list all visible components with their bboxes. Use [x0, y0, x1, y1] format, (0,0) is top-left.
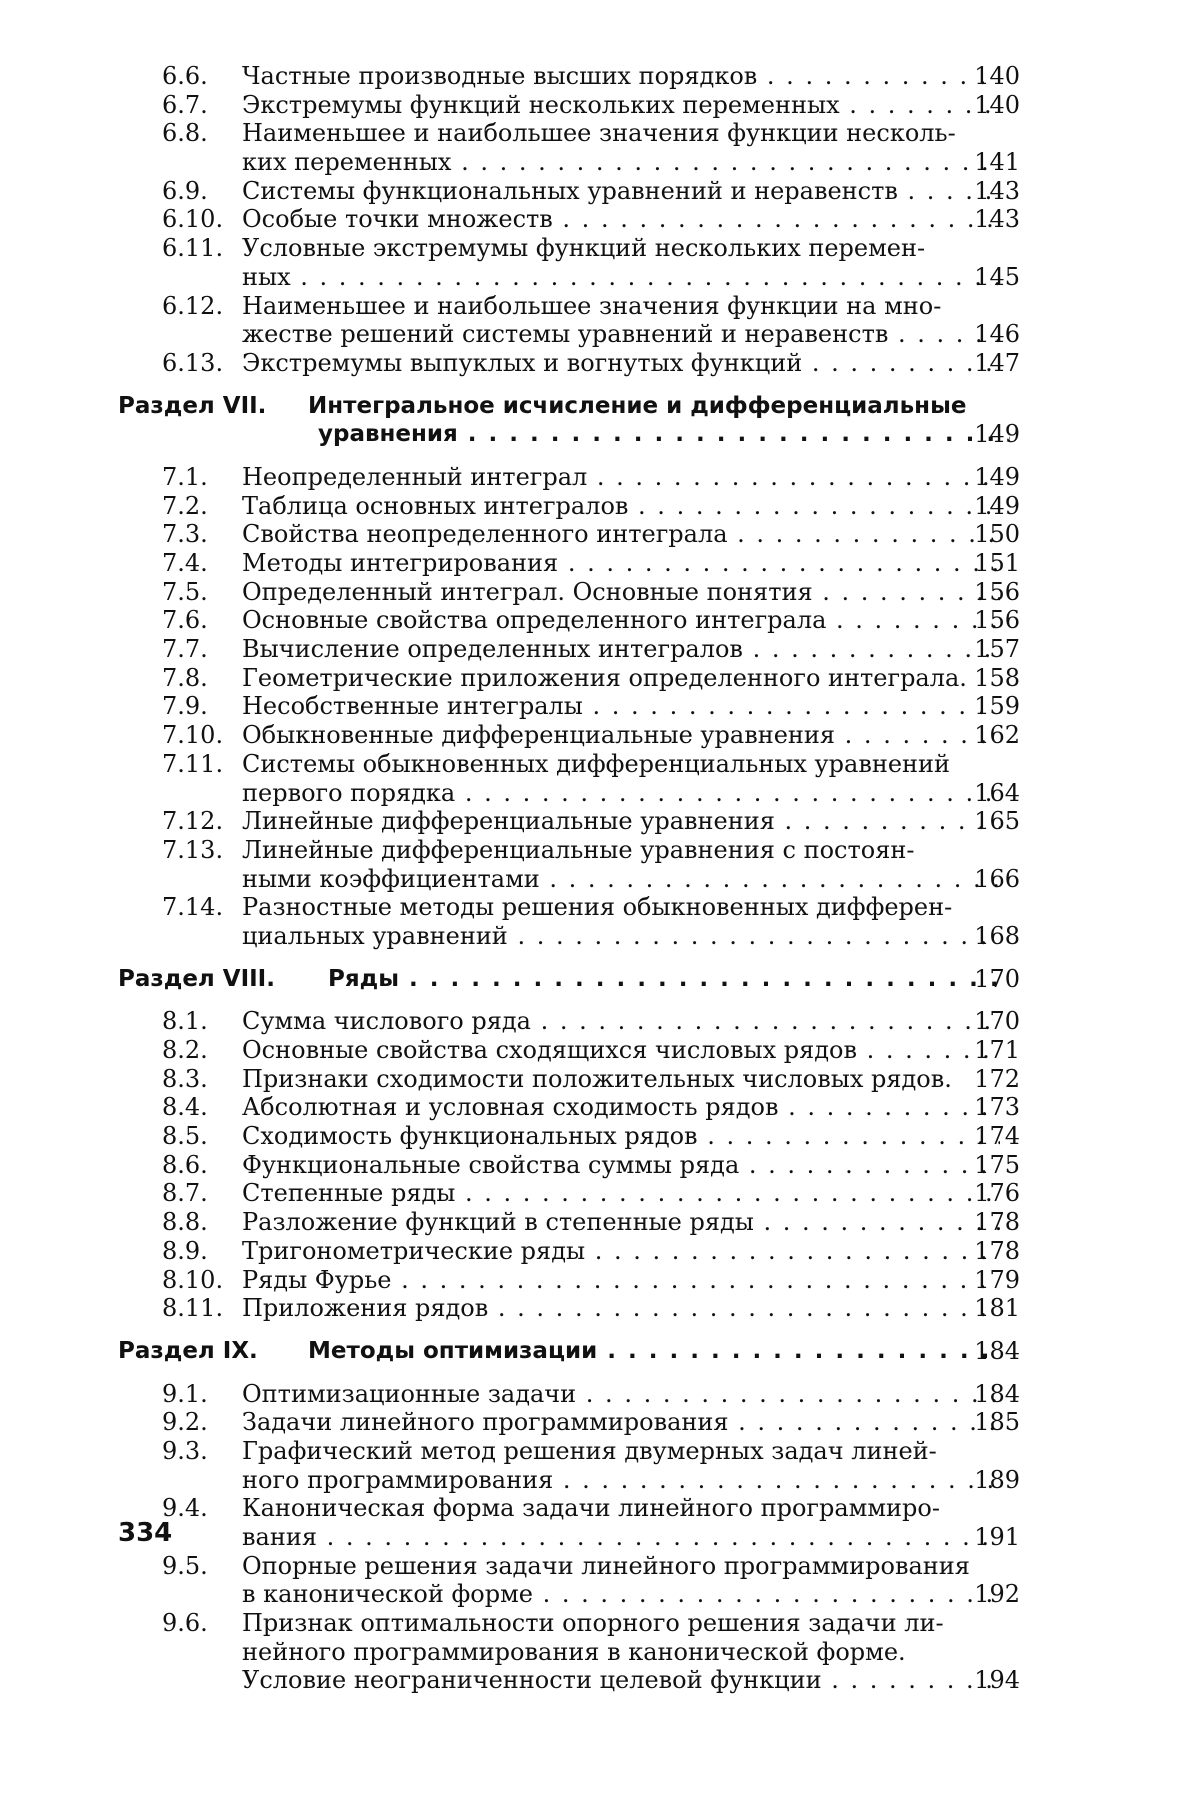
toc-entry-line	[118, 807, 1020, 836]
entry-page: 151	[974, 549, 1020, 577]
entry-title: Разложение функций в степенные ряды . . .	[242, 1208, 1000, 1237]
toc-entry-line	[118, 1265, 1020, 1295]
entry-title: в канонической форме . . .	[242, 1580, 1000, 1609]
entry-page: 147	[974, 348, 1020, 377]
entry-page: 175	[974, 1150, 1020, 1179]
entry-page: 168	[974, 921, 1020, 950]
entry-title: Приложения рядов . . .	[242, 1294, 1000, 1323]
entry-page: 178	[974, 1208, 1020, 1237]
entry-number: 7.12.	[162, 807, 224, 836]
entry-title: ного программирования . . .	[242, 1466, 1000, 1495]
entry-page: 166	[974, 864, 1020, 893]
toc-entry-line	[118, 1494, 1000, 1523]
entry-title: Опорные решения задачи линейного программирования	[242, 1551, 970, 1580]
toc-section-line	[118, 964, 1020, 994]
entry-page: 191	[974, 1523, 1020, 1551]
entry-title: Основные свойства определенного интеграла . . .	[242, 606, 1000, 635]
entry-page: 149	[974, 491, 1020, 520]
entry-page: 184	[974, 1379, 1020, 1408]
entry-number: 8.3.	[162, 1064, 208, 1093]
entry-number: 7.14.	[162, 893, 224, 922]
entry-title: Степенные ряды . . .	[242, 1179, 1000, 1208]
entry-number: 8.1.	[162, 1007, 208, 1036]
toc-entry-line	[118, 1064, 1020, 1094]
entry-number: 7.10.	[162, 721, 224, 750]
entry-number: 9.3.	[162, 1436, 208, 1465]
entry-title: вания . . .	[242, 1523, 1000, 1552]
entry-page: 165	[974, 807, 1020, 836]
toc-entry-line	[118, 1294, 1020, 1323]
entry-title: Свойства неопределенного интеграла . . .	[242, 520, 1000, 549]
entry-title: Задачи линейного программирования . . .	[242, 1408, 1000, 1437]
toc-entry-line	[118, 893, 1000, 922]
entry-number: 7.13.	[162, 835, 224, 864]
entry-title: Основные свойства сходящихся числовых рядов . . .	[242, 1036, 1000, 1065]
toc-entry-line	[118, 90, 1020, 120]
toc-entry-line	[118, 692, 1020, 721]
toc-entry-line	[118, 462, 1020, 492]
toc-entry-line	[118, 1638, 1000, 1667]
entry-title: Графический метод решения двумерных задач линей-	[242, 1436, 937, 1465]
section-title: Интегральное исчисление и дифференциальные	[308, 392, 967, 419]
entry-title: Условные экстремумы функций нескольких перемен-	[242, 234, 926, 263]
toc-entry-line	[118, 1580, 1020, 1609]
toc-section-line	[118, 420, 1020, 449]
entry-page: 185	[974, 1408, 1020, 1437]
entry-title: Системы обыкновенных дифференциальных уравнений	[242, 749, 951, 778]
entry-page: 192	[974, 1580, 1020, 1609]
toc-entry-line	[118, 606, 1020, 635]
entry-title: Признаки сходимости положительных числовых рядов.	[242, 1064, 952, 1093]
entry-number: 7.8.	[162, 663, 208, 692]
entry-number: 6.12.	[162, 291, 224, 320]
toc-entry-line	[118, 1437, 1000, 1466]
toc-entry-line	[118, 635, 1020, 664]
entry-page: 156	[974, 606, 1020, 635]
entry-number: 8.10.	[162, 1265, 224, 1294]
entry-number: 9.4.	[162, 1494, 208, 1523]
toc-section-line	[118, 1336, 1020, 1366]
entry-page: 172	[974, 1064, 1020, 1093]
toc-entry-line	[118, 520, 1020, 549]
toc-entry-line	[118, 1408, 1020, 1437]
entry-number: 9.5.	[162, 1551, 208, 1580]
entry-page: 158	[974, 663, 1020, 692]
section-label: Раздел VII.	[118, 392, 267, 419]
toc-entry-line	[118, 262, 1020, 292]
entry-title: Определенный интеграл. Основные понятия . . .	[242, 578, 1000, 607]
toc-entry-line	[118, 577, 1020, 607]
entry-page: 170	[974, 964, 1020, 993]
entry-number: 7.2.	[162, 491, 208, 520]
entry-number: 7.4.	[162, 549, 208, 577]
entry-number: 7.6.	[162, 606, 208, 635]
entry-title: Сумма числового ряда . . .	[242, 1007, 1000, 1036]
entry-page: 149	[974, 420, 1020, 449]
entry-title: Таблица основных интегралов . . .	[242, 492, 1000, 521]
toc-entry-line	[118, 1122, 1020, 1151]
section-title: уравнения . . .	[318, 420, 1010, 449]
entry-page: 164	[974, 778, 1020, 807]
entry-title: Признак оптимальности опорного решения задачи ли-	[242, 1609, 944, 1638]
entry-title: циальных уравнений . . .	[242, 922, 1000, 951]
entry-title: Наименьшее и наибольшее значения функции на мно-	[242, 291, 942, 320]
entry-number: 7.5.	[162, 577, 208, 606]
section-label: Раздел IX.	[118, 1337, 258, 1364]
entry-title: Неопределенный интеграл . . .	[242, 463, 1000, 492]
entry-title: жестве решений системы уравнений и неравенств . . .	[242, 320, 1000, 349]
entry-title: Условие неограниченности целевой функции . . .	[242, 1666, 1000, 1695]
entry-title: Линейные дифференциальные уравнения с постоян-	[242, 835, 915, 864]
entry-title: ных . . .	[242, 263, 1000, 292]
entry-title: Ряды Фурье . . .	[242, 1266, 1000, 1295]
entry-title: Геометрические приложения определенного интеграла.	[242, 663, 967, 692]
entry-number: 7.1.	[162, 462, 208, 491]
entry-number: 8.6.	[162, 1150, 208, 1179]
entry-page: 150	[974, 520, 1020, 549]
entry-title: Тригонометрические ряды . . .	[242, 1237, 1000, 1266]
toc-entry-line	[118, 1208, 1020, 1237]
entry-page: 171	[974, 1036, 1020, 1064]
entry-number: 9.1.	[162, 1379, 208, 1408]
toc-entry-line	[118, 1523, 1020, 1552]
section-label: Раздел VIII.	[118, 965, 275, 992]
entry-number: 7.3.	[162, 520, 208, 549]
entry-page: 189	[974, 1465, 1020, 1494]
toc-entry-line	[118, 1150, 1020, 1180]
entry-page: 159	[974, 692, 1020, 721]
toc-entry-line	[118, 836, 1000, 865]
entry-page: 181	[974, 1294, 1020, 1323]
entry-number: 7.11.	[162, 749, 224, 778]
entry-number: 6.10.	[162, 205, 224, 234]
entry-number: 8.8.	[162, 1208, 208, 1237]
toc-entry-line	[118, 1666, 1020, 1695]
toc-entry-line	[118, 750, 1000, 779]
entry-page: 184	[974, 1336, 1020, 1365]
entry-title: Сходимость функциональных рядов . . .	[242, 1122, 1000, 1151]
entry-number: 6.9.	[162, 176, 208, 205]
toc-entry-line	[118, 205, 1020, 234]
toc-entry-line	[118, 234, 1000, 263]
entry-title: Каноническая форма задачи линейного программиро-	[242, 1494, 940, 1523]
entry-page: 162	[974, 721, 1020, 750]
toc-entry-line	[118, 176, 1020, 206]
toc-entry-line	[118, 1379, 1020, 1409]
entry-title: Линейные дифференциальные уравнения . . .	[242, 807, 1000, 836]
entry-title: ными коэффициентами . . .	[242, 865, 1000, 894]
entry-number: 6.6.	[162, 62, 208, 90]
entry-title: Оптимизационные задачи . . .	[242, 1380, 1000, 1409]
entry-number: 8.11.	[162, 1294, 224, 1323]
entry-page: 140	[974, 90, 1020, 119]
entry-title: Частные производные высших порядков . . .	[242, 62, 1000, 91]
section-title: Методы оптимизации . . .	[308, 1337, 1000, 1366]
entry-title: Особые точки множеств . . .	[242, 205, 1000, 234]
entry-title: ких переменных . . .	[242, 148, 1000, 177]
toc-entry-line	[118, 721, 1020, 750]
entry-page: 174	[974, 1122, 1020, 1151]
entry-page: 145	[974, 262, 1020, 291]
entry-title: нейного программирования в канонической форме.	[242, 1637, 906, 1666]
entry-page: 143	[974, 205, 1020, 234]
toc-entry-line	[118, 921, 1020, 951]
entry-number: 8.9.	[162, 1236, 208, 1265]
entry-title: Методы интегрирования . . .	[242, 549, 1000, 578]
entry-page: 178	[974, 1236, 1020, 1265]
entry-page: 194	[974, 1666, 1020, 1695]
entry-page: 141	[974, 148, 1020, 177]
toc-entry-line	[118, 549, 1020, 578]
entry-number: 6.13.	[162, 348, 224, 377]
entry-page: 176	[974, 1179, 1020, 1208]
toc-entry-line	[118, 348, 1020, 378]
entry-page: 143	[974, 176, 1020, 205]
entry-page: 157	[974, 635, 1020, 664]
toc-entry-line	[118, 292, 1000, 321]
entry-page: 140	[974, 62, 1020, 90]
toc-entry-line	[118, 1036, 1020, 1065]
entry-page: 170	[974, 1007, 1020, 1036]
entry-page: 149	[974, 462, 1020, 491]
section-title: Ряды . . .	[328, 965, 1000, 994]
toc-entry-line	[118, 1552, 1000, 1581]
entry-title: Экстремумы выпуклых и вогнутых функций . . .	[242, 349, 1000, 378]
entry-title: Экстремумы функций нескольких переменных . . .	[242, 91, 1000, 120]
entry-page: 179	[974, 1265, 1020, 1294]
toc-entry-line	[118, 663, 1020, 693]
toc-entry-line	[118, 119, 1000, 148]
toc-entry-line	[118, 320, 1020, 349]
toc-entry-line	[118, 1093, 1020, 1122]
entry-number: 8.5.	[162, 1122, 208, 1151]
toc-entry-line	[118, 1236, 1020, 1266]
entry-title: Несобственные интегралы . . .	[242, 692, 1000, 721]
toc-entry-line	[118, 62, 1020, 91]
entry-number: 6.7.	[162, 90, 208, 119]
table-of-contents	[118, 62, 1020, 1695]
entry-number: 6.11.	[162, 234, 224, 263]
entry-page: 156	[974, 577, 1020, 606]
entry-number: 9.2.	[162, 1408, 208, 1437]
toc-entry-line	[118, 778, 1020, 808]
entry-title: Обыкновенные дифференциальные уравнения . . .	[242, 721, 1000, 750]
toc-entry-line	[118, 491, 1020, 521]
entry-title: первого порядка . . .	[242, 779, 1000, 808]
entry-number: 8.7.	[162, 1179, 208, 1208]
entry-number: 9.6.	[162, 1609, 208, 1638]
toc-section-line	[118, 392, 1000, 421]
entry-number: 8.2.	[162, 1036, 208, 1064]
page-number: 334	[118, 1518, 173, 1548]
entry-page: 173	[974, 1093, 1020, 1122]
entry-number: 6.8.	[162, 119, 208, 148]
toc-entry-line	[118, 864, 1020, 894]
toc-entry-line	[118, 1609, 1000, 1638]
entry-title: Функциональные свойства суммы ряда . . .	[242, 1151, 1000, 1180]
toc-entry-line	[118, 1465, 1020, 1495]
entry-number: 7.7.	[162, 635, 208, 664]
entry-title: Вычисление определенных интегралов . . .	[242, 635, 1000, 664]
entry-number: 8.4.	[162, 1093, 208, 1122]
entry-page: 146	[974, 320, 1020, 349]
toc-entry-line	[118, 148, 1020, 177]
entry-title: Наименьшее и наибольшее значения функции несколь-	[242, 119, 956, 148]
toc-entry-line	[118, 1007, 1020, 1036]
entry-title: Абсолютная и условная сходимость рядов . . .	[242, 1093, 1000, 1122]
toc-entry-line	[118, 1179, 1020, 1208]
entry-title: Системы функциональных уравнений и неравенств . . .	[242, 177, 1000, 206]
entry-title: Разностные методы решения обыкновенных дифферен-	[242, 893, 953, 922]
entry-number: 7.9.	[162, 692, 208, 721]
